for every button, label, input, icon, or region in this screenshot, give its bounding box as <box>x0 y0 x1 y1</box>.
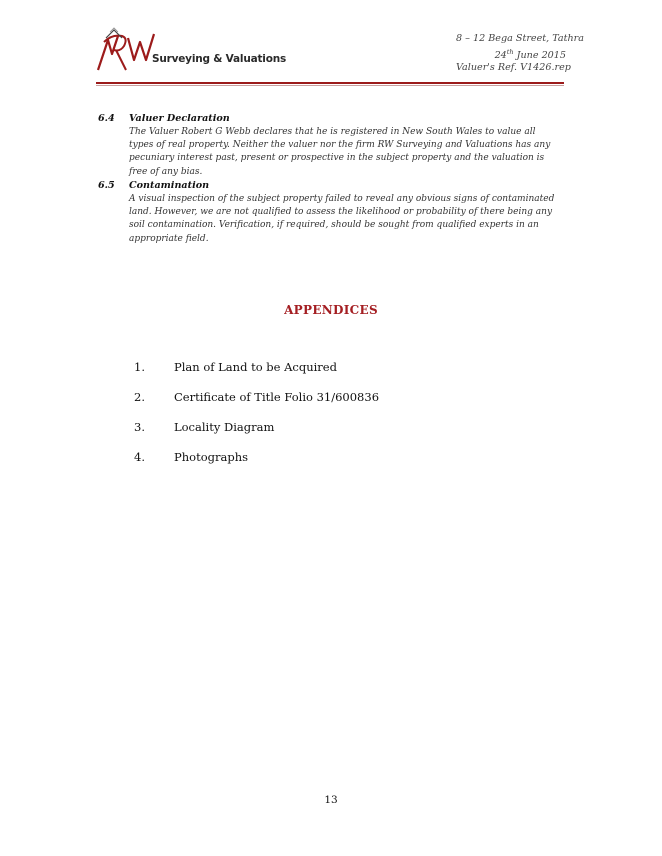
header-rule <box>96 82 564 84</box>
section-body: A visual inspection of the subject property failed to reveal any obvious signs of contaminated land. However, we are not qualified to assess the likelihood or probability of there being any soil contamination. Verification, if required, should be sought from qualified experts in an appropriate field. <box>129 194 555 244</box>
section-title: Contamination <box>129 180 210 191</box>
section-number: 6.5 <box>98 180 115 191</box>
header-date <box>456 46 566 63</box>
date-suffix: th <box>506 47 514 56</box>
section-number: 6.4 <box>98 113 115 124</box>
header-rule-thin <box>96 85 564 86</box>
section-title: Valuer Declaration <box>129 113 230 124</box>
address-text: 8 – 12 Bega Street, Tathra <box>456 33 584 44</box>
item-number: 4. <box>134 450 145 464</box>
rw-logo-mark-icon <box>94 26 164 74</box>
item-label: Certificate of Title Folio 31/600836 <box>174 390 380 404</box>
date-day: 24 <box>494 49 507 61</box>
date-rest: June 2015 <box>513 49 566 61</box>
item-label: Locality Diagram <box>174 420 275 434</box>
company-logo <box>94 26 287 74</box>
item-label: Plan of Land to be Acquired <box>174 360 337 374</box>
page-number: 13 <box>324 794 338 806</box>
item-number: 1. <box>134 360 145 374</box>
appendices-heading: APPENDICES <box>284 303 378 317</box>
item-number: 2. <box>134 390 145 404</box>
section-body: The Valuer Robert G Webb declares that he is registered in New South Wales to value all types of real property. Neither the valuer nor the firm RW Surveying and Valuations has any pecuniary interest past, present or prospective in the subject property and the valuation is free of any bias. <box>129 127 551 177</box>
header-address <box>456 33 584 46</box>
header-reference <box>456 62 571 75</box>
logo-text: Surveying & Valuations <box>152 53 287 65</box>
reference-text: Valuer's Ref. V1426.rep <box>456 62 571 74</box>
item-label: Photographs <box>174 450 248 464</box>
item-number: 3. <box>134 420 145 434</box>
